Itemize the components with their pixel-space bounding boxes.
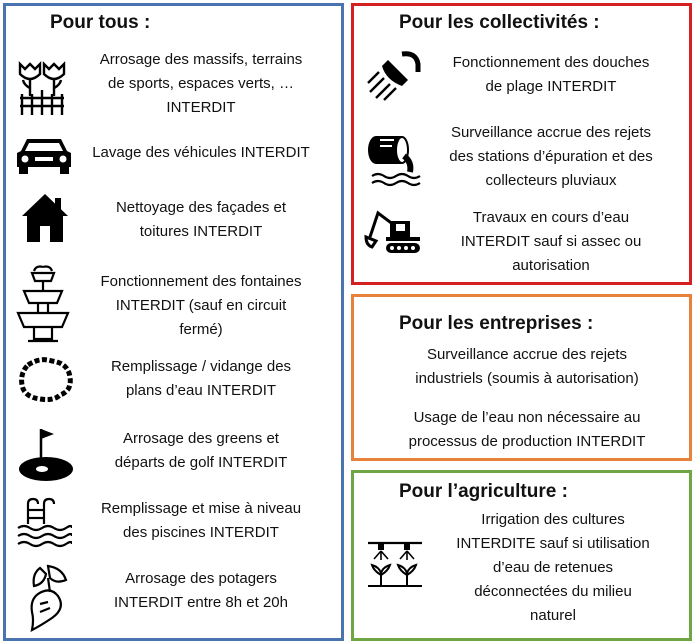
- item-text-golf: Arrosage des greens et départs de golf INTERDIT: [114, 430, 288, 471]
- outflow-pipe-icon: [366, 132, 422, 188]
- beet-vegetable-icon: [18, 564, 70, 632]
- section-title-pour-tous: Pour tous :: [50, 12, 151, 33]
- excavator-icon: [364, 207, 424, 255]
- item-text-piscines: Remplissage et mise à niveau des piscines INTERDIT: [100, 500, 302, 541]
- item-text-arrosage-massifs: Arrosage des massifs, terrains de sports, espaces verts, … INTERDIT: [99, 51, 303, 116]
- flowers-fence-icon: [16, 58, 68, 116]
- fountain-icon: [16, 263, 70, 343]
- item-text-rejets-industriels: Surveillance accrue des rejets industriels (soumis à autorisation): [415, 346, 639, 387]
- shower-icon: [366, 50, 422, 102]
- item-text-travaux-cours-eau: Travaux en cours d’eau INTERDIT sauf si assec ou autorisation: [460, 209, 642, 274]
- swimming-pool-icon: [16, 496, 72, 548]
- item-text-irrigation: Irrigation des cultures INTERDITE sauf si utilisation d’eau de retenues déconnectées du milieu naturel: [456, 511, 650, 624]
- item-text-fontaines: Fonctionnement des fontaines INTERDIT (sauf en circuit fermé): [100, 273, 302, 338]
- golf-flag-icon: [18, 425, 74, 483]
- item-text-plans-eau: Remplissage / vidange des plans d’eau INTERDIT: [110, 358, 292, 399]
- item-text-stations-epuration: Surveillance accrue des rejets des stations d’épuration et des collecteurs pluviaux: [449, 124, 653, 189]
- item-text-usage-eau-production: Usage de l’eau non nécessaire au processus de production INTERDIT: [408, 409, 646, 450]
- section-title-collectivites: Pour les collectivités :: [399, 12, 600, 33]
- item-text-nettoyage-facades: Nettoyage des façades et toitures INTERDIT: [115, 199, 287, 240]
- item-text-lavage-vehicules: Lavage des véhicules INTERDIT: [92, 144, 310, 161]
- irrigation-sprinkler-icon: [366, 537, 424, 589]
- house-icon: [20, 192, 70, 244]
- car-icon: [15, 135, 73, 175]
- section-title-entreprises: Pour les entreprises :: [399, 313, 594, 334]
- section-title-agriculture: Pour l’agriculture :: [399, 481, 568, 502]
- pond-icon: [18, 355, 74, 405]
- item-text-douches-plage: Fonctionnement des douches de plage INTERDIT: [452, 54, 650, 95]
- item-text-potagers: Arrosage des potagers INTERDIT entre 8h et 20h: [114, 570, 288, 611]
